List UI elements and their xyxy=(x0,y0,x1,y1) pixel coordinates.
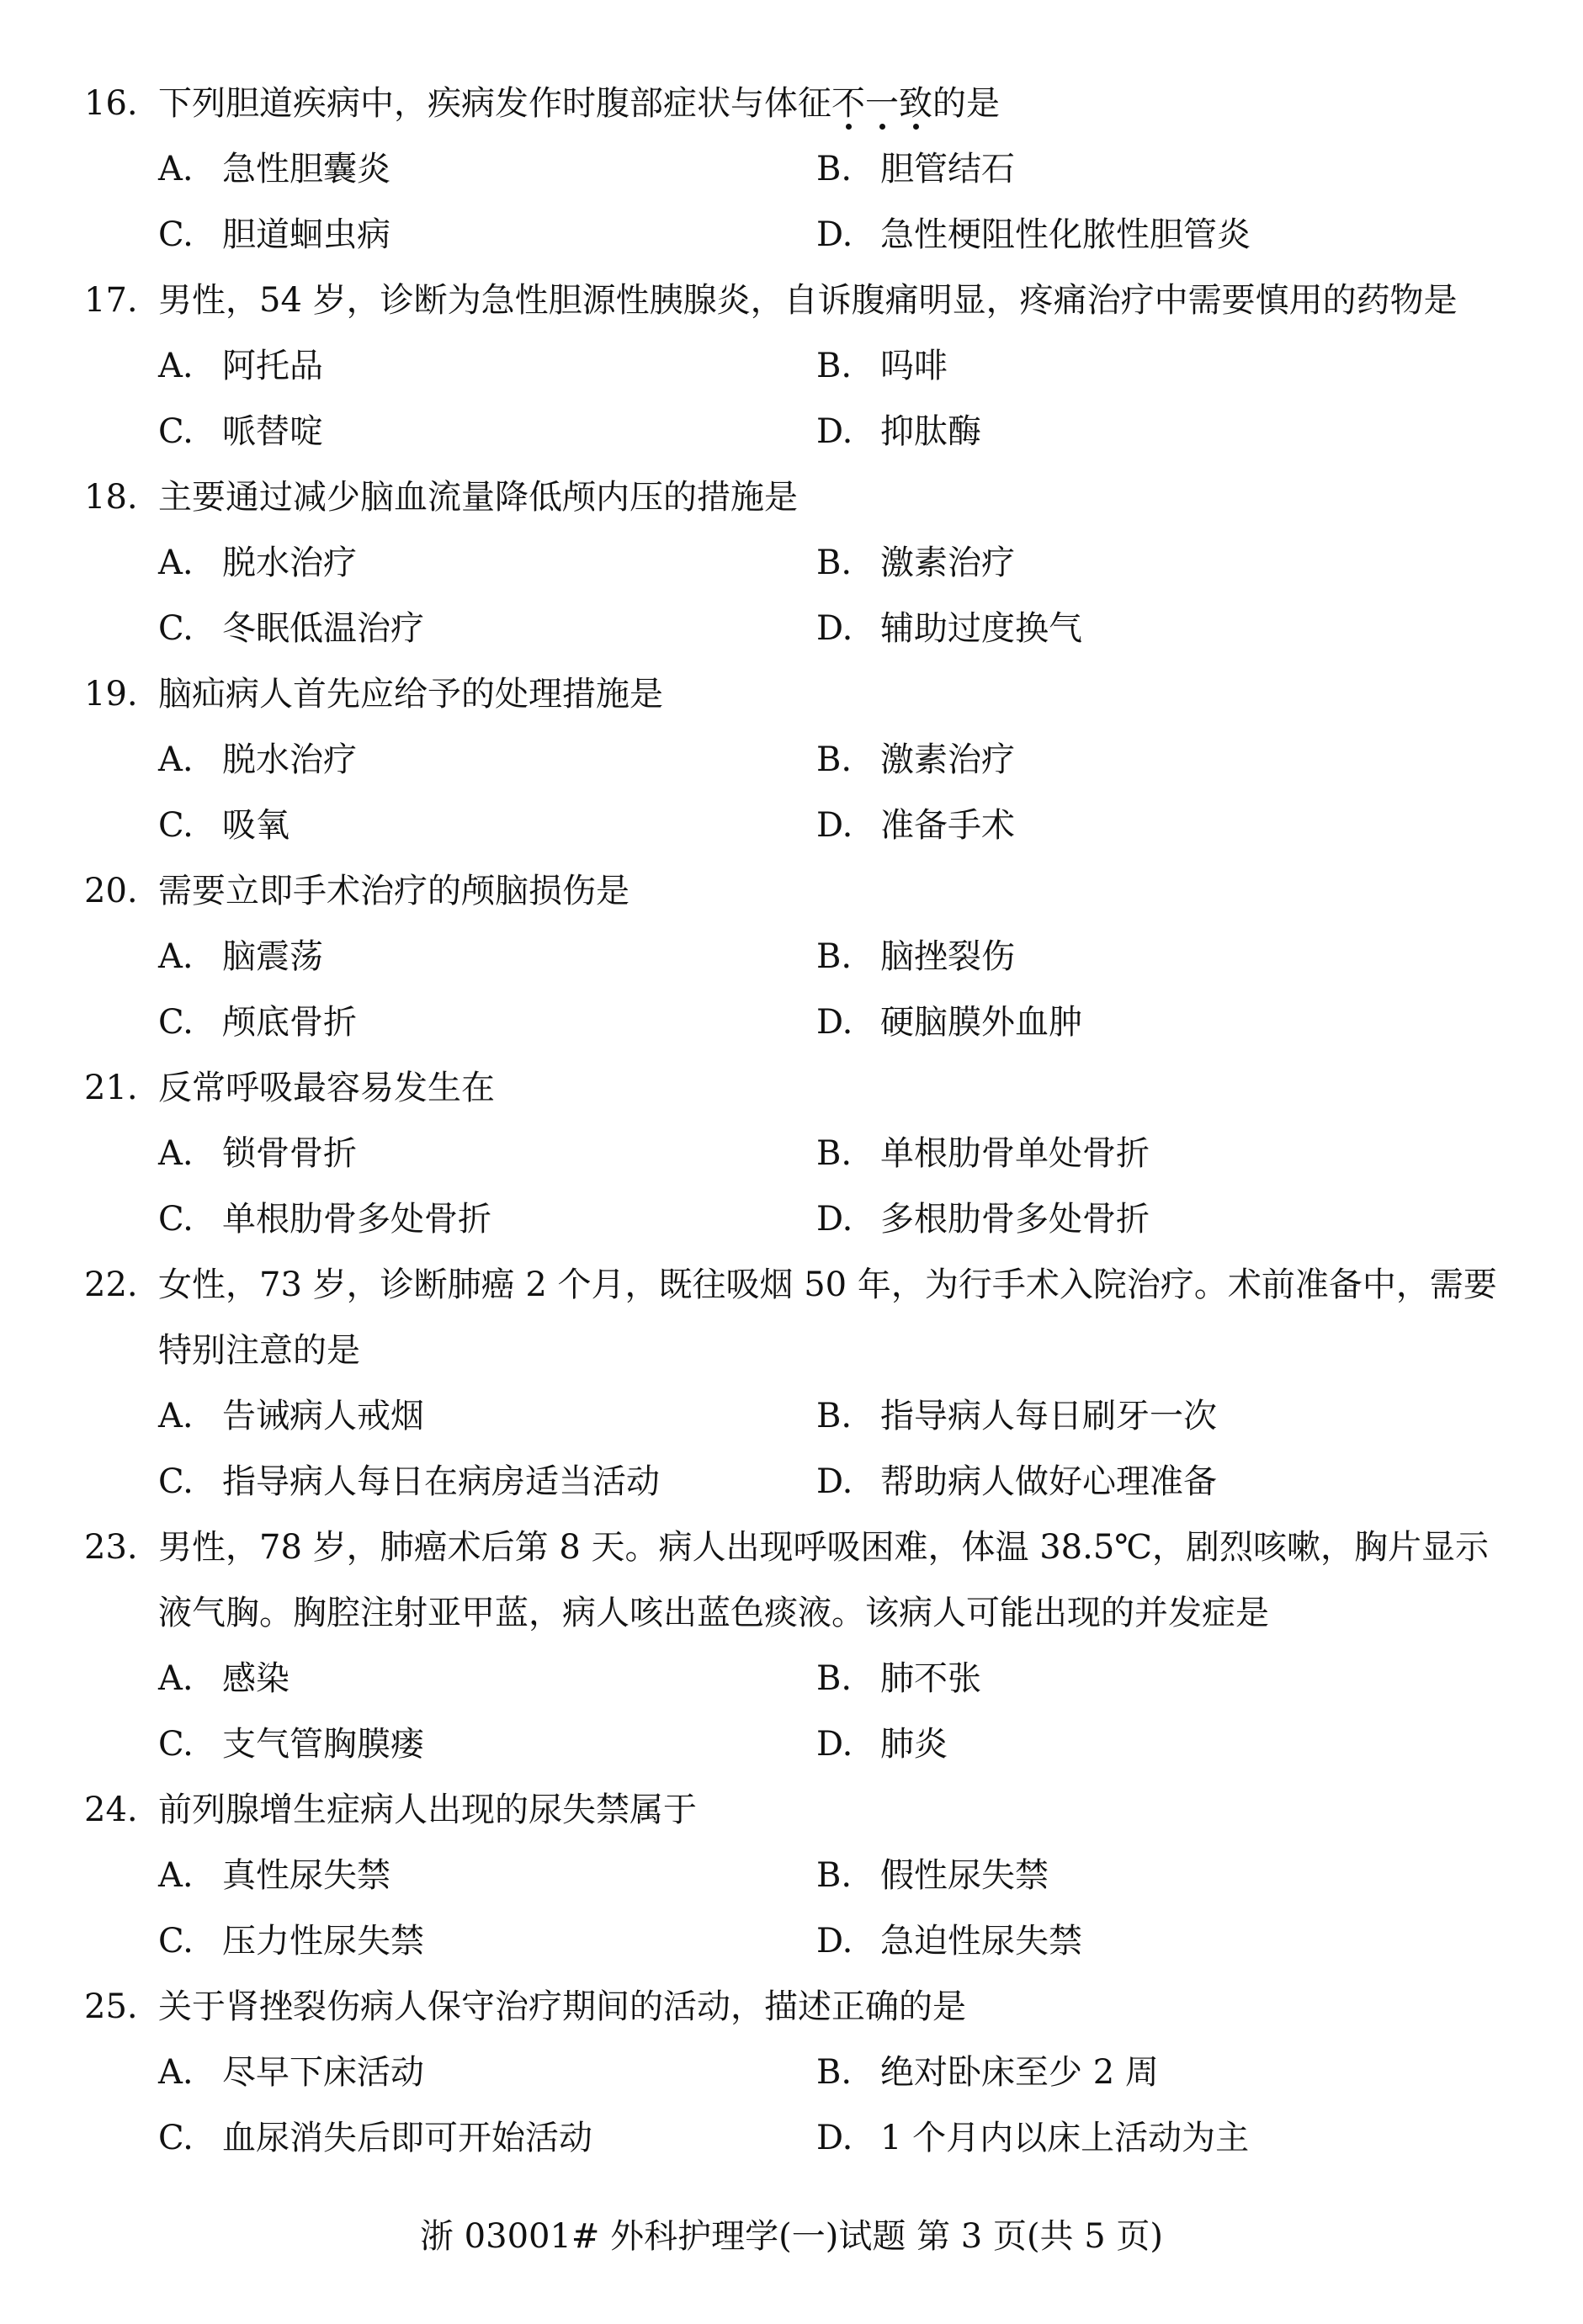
question-text: 脑疝病人首先应给予的处理措施是 xyxy=(158,675,663,714)
question-number: 23. xyxy=(84,1528,138,1567)
option-letter: C. xyxy=(158,609,194,648)
option-c xyxy=(158,1186,491,1252)
option-letter: C. xyxy=(158,1922,194,1961)
option-a xyxy=(158,2040,424,2105)
option-letter: A. xyxy=(158,740,194,779)
option-letter: B. xyxy=(816,1659,853,1698)
option-text: 脱水治疗 xyxy=(222,544,357,582)
option-b xyxy=(816,136,1015,202)
option-letter: A. xyxy=(158,150,194,188)
option-text: 尽早下床活动 xyxy=(222,2053,424,2092)
option-letter: B. xyxy=(816,544,853,582)
option-text: 胆管结石 xyxy=(880,150,1015,188)
question-list xyxy=(84,71,1515,2171)
option-a xyxy=(158,924,323,990)
option-b xyxy=(816,530,1015,596)
option-text: 多根肋骨多处骨折 xyxy=(880,1200,1150,1239)
option-text: 胆道蛔虫病 xyxy=(222,215,390,254)
question-number: 18. xyxy=(84,478,138,517)
option-letter: D. xyxy=(816,1200,853,1239)
option-b xyxy=(816,1646,981,1711)
option-letter: B. xyxy=(816,1134,853,1173)
option-a xyxy=(158,1121,357,1186)
option-a xyxy=(158,530,357,596)
option-grid xyxy=(84,2040,1515,2171)
question-20 xyxy=(84,858,1515,1055)
option-a xyxy=(158,136,390,202)
option-text: 锁骨骨折 xyxy=(222,1134,357,1173)
option-grid xyxy=(84,1383,1515,1515)
option-letter: C. xyxy=(158,1462,194,1501)
option-letter: C. xyxy=(158,1200,194,1239)
option-text: 冬眠低温治疗 xyxy=(222,609,424,648)
question-text: 反常呼吸最容易发生在 xyxy=(158,1069,495,1107)
option-text: 单根肋骨单处骨折 xyxy=(880,1134,1150,1173)
question-23 xyxy=(84,1515,1515,1777)
option-b xyxy=(816,1383,1217,1449)
option-grid xyxy=(84,1843,1515,1974)
option-letter: B. xyxy=(816,1397,853,1435)
question-22 xyxy=(84,1252,1515,1515)
question-text: 男性，78 岁，肺癌术后第 8 天。病人出现呼吸困难，体温 38.5℃，剧烈咳嗽，胸片显示液气胸。胸腔注射亚甲蓝，病人咳出蓝色痰液。该病人可能出现的并发症是 xyxy=(158,1528,1490,1632)
option-c xyxy=(158,1711,424,1777)
option-d xyxy=(816,596,1082,661)
option-letter: D. xyxy=(816,1462,853,1501)
option-text: 脱水治疗 xyxy=(222,740,357,779)
option-d xyxy=(816,1186,1150,1252)
question-17 xyxy=(84,268,1515,464)
option-c xyxy=(158,990,357,1055)
option-grid xyxy=(84,1121,1515,1252)
option-a xyxy=(158,727,357,793)
question-number: 17. xyxy=(84,281,138,320)
option-text: 肺不张 xyxy=(880,1659,981,1698)
option-text: 假性尿失禁 xyxy=(880,1856,1049,1895)
option-d xyxy=(816,1449,1217,1515)
option-a xyxy=(158,1843,390,1908)
option-c xyxy=(158,793,290,858)
option-b xyxy=(816,924,1015,990)
option-c xyxy=(158,399,323,464)
question-number: 21. xyxy=(84,1069,138,1107)
question-number: 24. xyxy=(84,1791,138,1829)
option-letter: B. xyxy=(816,2053,853,2092)
option-letter: D. xyxy=(816,806,853,845)
page-footer: 浙 03001# 外科护理学(一)试题 第 3 页(共 5 页) xyxy=(419,2217,1164,2256)
option-text: 帮助病人做好心理准备 xyxy=(880,1462,1217,1501)
question-text xyxy=(158,71,1515,136)
option-text: 肺炎 xyxy=(880,1725,948,1764)
option-grid xyxy=(84,727,1515,858)
option-text: 吗啡 xyxy=(880,347,948,385)
option-b xyxy=(816,1843,1049,1908)
option-letter: C. xyxy=(158,806,194,845)
option-letter: A. xyxy=(158,1659,194,1698)
option-text: 1 个月内以床上活动为主 xyxy=(880,2119,1250,2157)
option-letter: C. xyxy=(158,412,194,451)
question-stem xyxy=(84,1974,1515,2040)
option-grid xyxy=(84,136,1515,268)
option-c xyxy=(158,1908,424,1974)
option-text: 支气管胸膜瘘 xyxy=(222,1725,424,1764)
option-d xyxy=(816,1908,1082,1974)
question-19 xyxy=(84,661,1515,858)
question-stem xyxy=(84,71,1515,136)
option-grid xyxy=(84,924,1515,1055)
option-a xyxy=(158,1383,424,1449)
option-letter: C. xyxy=(158,215,194,254)
question-stem xyxy=(84,464,1515,530)
option-b xyxy=(816,1121,1150,1186)
option-d xyxy=(816,990,1082,1055)
option-letter: A. xyxy=(158,937,194,976)
option-letter: D. xyxy=(816,609,853,648)
option-letter: B. xyxy=(816,150,853,188)
question-stem xyxy=(84,268,1515,333)
option-text: 吸氧 xyxy=(222,806,290,845)
option-c xyxy=(158,202,390,268)
question-text: 男性，54 岁，诊断为急性胆源性胰腺炎，自诉腹痛明显，疼痛治疗中需要慎用的药物是 xyxy=(158,281,1458,320)
option-grid xyxy=(84,530,1515,661)
question-text: 关于肾挫裂伤病人保守治疗期间的活动，描述正确的是 xyxy=(158,1987,966,2026)
option-text: 颅底骨折 xyxy=(222,1003,357,1042)
option-text: 告诫病人戒烟 xyxy=(222,1397,424,1435)
question-text: 需要立即手术治疗的颅脑损伤是 xyxy=(158,872,629,910)
question-number: 20. xyxy=(84,872,138,910)
option-letter: A. xyxy=(158,544,194,582)
option-text: 阿托品 xyxy=(222,347,323,385)
option-grid xyxy=(84,333,1515,464)
option-text: 急迫性尿失禁 xyxy=(880,1922,1082,1961)
option-letter: A. xyxy=(158,1397,194,1435)
option-text: 指导病人每日刷牙一次 xyxy=(880,1397,1217,1435)
question-number: 19. xyxy=(84,675,138,714)
question-25 xyxy=(84,1974,1515,2171)
question-number: 16. xyxy=(84,84,138,123)
option-text: 急性胆囊炎 xyxy=(222,150,390,188)
option-letter: B. xyxy=(816,1856,853,1895)
question-18 xyxy=(84,464,1515,661)
option-c xyxy=(158,1449,660,1515)
option-letter: D. xyxy=(816,1725,853,1764)
stem-text-before: 下列胆道疾病中，疾病发作时腹部症状与体征 xyxy=(158,84,831,123)
question-stem xyxy=(84,1777,1515,1843)
option-text: 单根肋骨多处骨折 xyxy=(222,1200,491,1239)
option-text: 激素治疗 xyxy=(880,740,1015,779)
option-letter: C. xyxy=(158,1725,194,1764)
option-text: 血尿消失后即可开始活动 xyxy=(222,2119,592,2157)
option-b xyxy=(816,333,948,399)
option-text: 绝对卧床至少 2 周 xyxy=(880,2053,1159,2092)
option-letter: D. xyxy=(816,1922,853,1961)
question-text: 前列腺增生症病人出现的尿失禁属于 xyxy=(158,1791,697,1829)
question-number: 22. xyxy=(84,1265,138,1304)
option-letter: D. xyxy=(816,215,853,254)
option-text: 压力性尿失禁 xyxy=(222,1922,424,1961)
option-letter: B. xyxy=(816,347,853,385)
option-letter: A. xyxy=(158,1134,194,1173)
option-letter: D. xyxy=(816,2119,853,2157)
option-d xyxy=(816,793,1015,858)
option-letter: B. xyxy=(816,937,853,976)
option-d xyxy=(816,399,981,464)
option-text: 激素治疗 xyxy=(880,544,1015,582)
emphasis-char: 致 xyxy=(899,84,932,123)
option-text: 指导病人每日在病房适当活动 xyxy=(222,1462,660,1501)
option-c xyxy=(158,2105,592,2171)
option-letter: D. xyxy=(816,412,853,451)
option-a xyxy=(158,333,323,399)
option-text: 脑挫裂伤 xyxy=(880,937,1015,976)
question-text: 女性，73 岁，诊断肺癌 2 个月，既往吸烟 50 年，为行手术入院治疗。术前准备中，需要特别注意的是 xyxy=(158,1265,1497,1370)
option-letter: C. xyxy=(158,1003,194,1042)
option-a xyxy=(158,1646,290,1711)
option-b xyxy=(816,727,1015,793)
option-grid xyxy=(84,1646,1515,1777)
option-b xyxy=(816,2040,1159,2105)
option-d xyxy=(816,2105,1249,2171)
option-text: 准备手术 xyxy=(880,806,1015,845)
option-letter: D. xyxy=(816,1003,853,1042)
question-24 xyxy=(84,1777,1515,1974)
option-letter: A. xyxy=(158,347,194,385)
question-stem xyxy=(84,661,1515,727)
option-d xyxy=(816,202,1251,268)
option-letter: C. xyxy=(158,2119,194,2157)
option-text: 脑震荡 xyxy=(222,937,323,976)
question-text: 主要通过减少脑血流量降低颅内压的措施是 xyxy=(158,478,798,517)
option-text: 真性尿失禁 xyxy=(222,1856,390,1895)
option-text: 哌替啶 xyxy=(222,412,323,451)
option-text: 感染 xyxy=(222,1659,290,1698)
option-text: 抑肽酶 xyxy=(880,412,981,451)
option-letter: A. xyxy=(158,1856,194,1895)
option-text: 辅助过度换气 xyxy=(880,609,1082,648)
stem-text-after: 的是 xyxy=(932,84,1000,123)
option-c xyxy=(158,596,424,661)
question-number: 25. xyxy=(84,1987,138,2026)
option-letter: B. xyxy=(816,740,853,779)
question-stem xyxy=(84,1252,1515,1383)
emphasis-char: 一 xyxy=(865,84,899,123)
option-d xyxy=(816,1711,948,1777)
question-stem xyxy=(84,1055,1515,1121)
question-stem xyxy=(84,858,1515,924)
option-text: 硬脑膜外血肿 xyxy=(880,1003,1082,1042)
question-21 xyxy=(84,1055,1515,1252)
option-text: 急性梗阻性化脓性胆管炎 xyxy=(880,215,1251,254)
emphasis-char: 不 xyxy=(831,84,865,123)
question-16 xyxy=(84,71,1515,268)
option-letter: A. xyxy=(158,2053,194,2092)
question-stem xyxy=(84,1515,1515,1646)
